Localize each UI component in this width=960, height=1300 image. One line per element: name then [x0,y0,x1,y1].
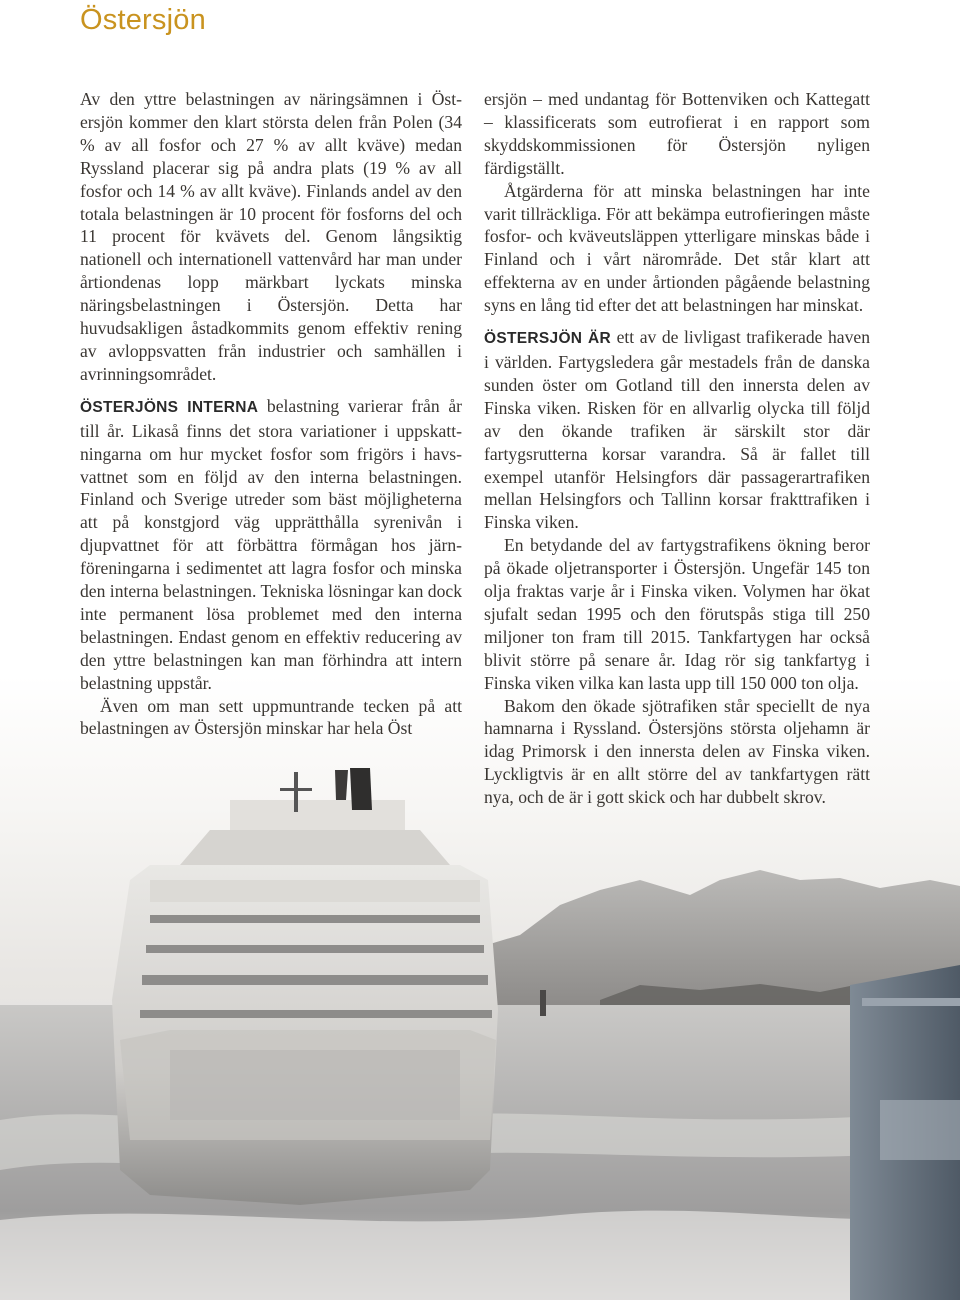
section-paragraph [80,395,462,695]
text-column-left [80,88,462,740]
paragraph: ersjön – med undantag för Bottenviken och Kattegatt – klassificerats som eutrofierat i en rapport som skyddskommissionen för Östersjön nyligen färdigställt. [484,89,870,178]
section-paragraph [484,326,870,534]
runin-heading: ÖSTERSJÖN ÄR [484,330,612,348]
page-title: Östersjön [80,4,206,36]
runin-heading: ÖSTERJÖNS INTERNA [80,398,259,416]
paragraph: Åtgärderna för att minska belastningen har inte varit tillräckliga. För att bekämpa eutrofieringen måste fosfor- och kväveutsläppen ytterligare minskas både i Finland och i vårt närområde. Det står klart att effekterna av en under årtionden pågående belastning syns en lång tid efter det att belastningen har minskat. [484,180,870,316]
text-column-right [484,88,870,809]
paragraph: En betydande del av fartygstrafikens ökning beror på ökade oljetransporter i Östersjön. Ungefär 145 ton olja fraktas varje år i Finska viken. Volymen har ökat sjufalt sedan 1995 och den förutspås stiga till 250 miljoner ton fram till 2015. Tankfartygen har också blivit större på senare år. Idag rör sig tankfartyg i Finska viken vilka kan lasta upp till 150 000 ton olja. [484,535,870,693]
paragraph: Även om man sett uppmuntrande tecken på att belastningen av Östersjön minskar har hela Öst [80,695,462,739]
paragraph: Bakom den ökade sjötrafiken står speciellt de nya hamnarna i Ryssland. Östersjöns största oljehamn är idag Primorsk i den innersta delen av Finska viken. Lyckligtvis är en allt större del av tankfartygen rätt nya, och de är i gott skick och har dubbelt skrov. [484,695,870,808]
paragraph: Av den yttre belastningen av näringsämnen i Östersjön kommer den klart största delen från Polen (34 % av all fosfor och 27 % av allt kväve) medan Ryssland placerar sig på andra plats (19 % av all fosfor och 14 % av allt kväve). Finlands andel av den totala belastningen är 10 procent för fosforns del och 11 procent för kvävets del. Genom långsiktig nationell och internationell vattenvård har man under årtiondenas lopp märkbart lyckats minska näringsbelastningen i Östersjön. Detta har huvudsakligen åstadkommits genom effektiv rening av avloppsvatten från industrier och samhällen i avrinningsområdet. [80,89,462,384]
paragraph-text: belastning varierar från år till år. Likaså finns det stora variationer i uppskattningarna om hur mycket fosfor som frigörs i havsvattnet som en följd av den interna belastningen. Finland och Sverige utreder som bäst möjligheterna att på konstgjord väg upprätthålla syrenivån i djupvattnet för att förbättra förmågan hos järnföreningarna i sedimentet att lagra fosfor och minska den interna belastningen. Tekniska lösningar kan dock inte permanent lösa problemet med den interna belastningen. Endast genom en effektiv reducering av den yttre belastningen kan man förhindra att intern belastning uppstår. [80,395,462,693]
paragraph-text: ett av de livligast trafikerade haven i världen. Fartygsledera går mestadels från de danska sunden öster om Gotland till den innersta delen av Finska viken. Risken för en allvarlig olycka till följd av den ökande trafiken är särskilt stor där fartygsrutterna korsar varandra. Så är fallet till exempel utanför Helsingfors där passagerartrafiken mellan Helsingfors och Tallinn korsar frakttrafiken i Finska viken. [484,327,870,533]
